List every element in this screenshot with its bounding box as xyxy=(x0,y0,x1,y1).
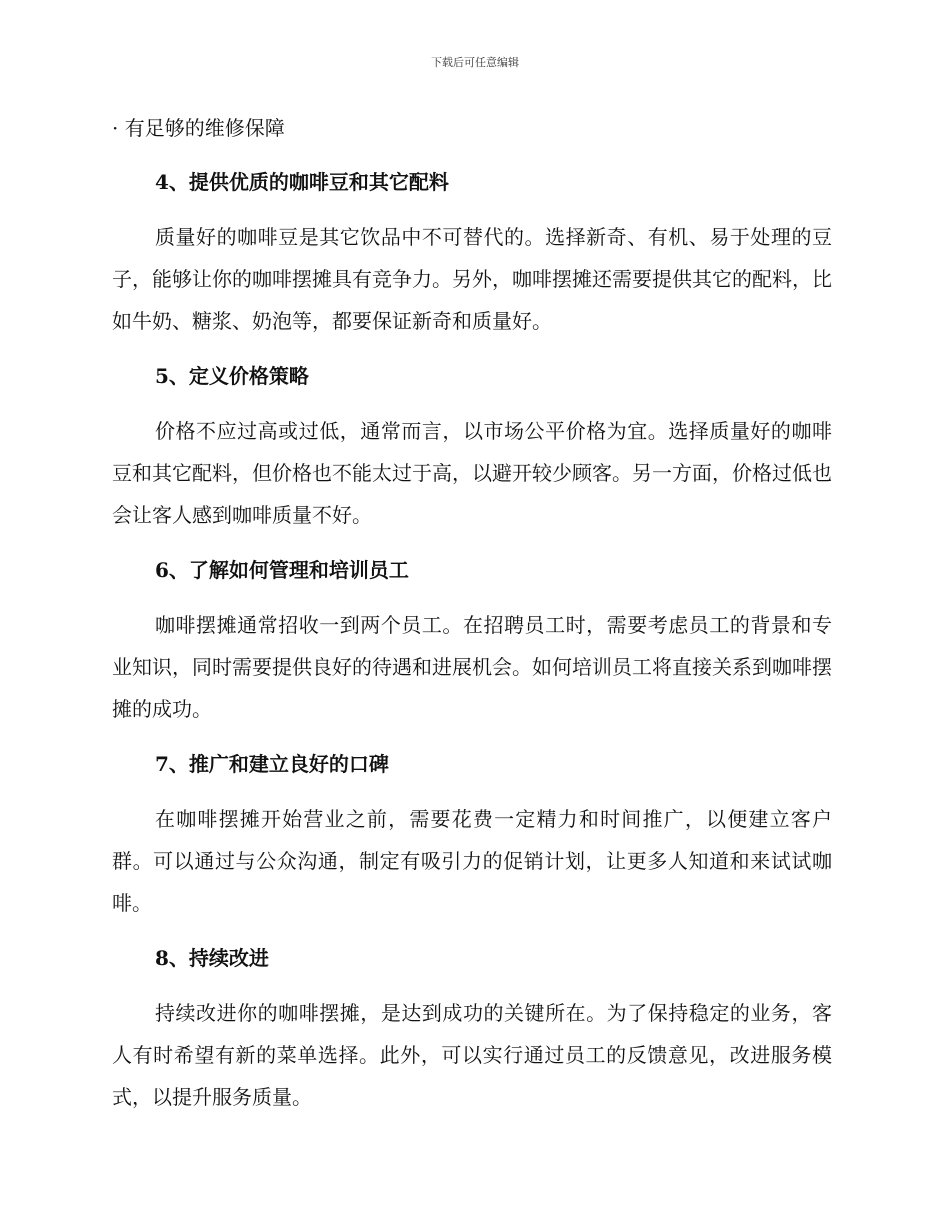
section-paragraph-5: 价格不应过高或过低，通常而言，以市场公平价格为宜。选择质量好的咖啡豆和其它配料，但价格也不能太过于高，以避开较少顾客。另一方面，价格过低也会让客人感到咖啡质量不好。 xyxy=(112,419,832,527)
section-heading-4: 4、提供优质的咖啡豆和其它配料 xyxy=(155,170,449,194)
section-heading-6: 6、了解如何管理和培训员工 xyxy=(155,558,409,582)
section-heading-8: 8、持续改进 xyxy=(155,946,269,970)
section-paragraph-7: 在咖啡摆摊开始营业之前，需要花费一定精力和时间推广，以便建立客户群。可以通过与公众沟通，制定有吸引力的促销计划，让更多人知道和来试试咖啡。 xyxy=(112,807,832,915)
section-paragraph-6: 咖啡摆摊通常招收一到两个员工。在招聘员工时，需要考虑员工的背景和专业知识，同时需要提供良好的待遇和进展机会。如何培训员工将直接关系到咖啡摆摊的成功。 xyxy=(112,613,832,721)
bullet-item: · 有足够的维修保障 xyxy=(112,116,285,140)
section-paragraph-4: 质量好的咖啡豆是其它饮品中不可替代的。选择新奇、有机、易于处理的豆子，能够让你的咖啡摆摊具有竞争力。另外，咖啡摆摊还需要提供其它的配料，比如牛奶、糖浆、奶泡等，都要保证新奇和质量好。 xyxy=(112,225,832,333)
document-body xyxy=(112,108,832,1132)
section-paragraph-8: 持续改进你的咖啡摆摊，是达到成功的关键所在。为了保持稳定的业务，客人有时希望有新的菜单选择。此外，可以实行通过员工的反馈意见，改进服务模式，以提升服务质量。 xyxy=(112,1001,832,1109)
section-heading-7: 7、推广和建立良好的口碑 xyxy=(155,752,389,776)
section-heading-5: 5、定义价格策略 xyxy=(155,364,309,388)
page-header: 下载后可任意编辑 xyxy=(431,56,519,69)
